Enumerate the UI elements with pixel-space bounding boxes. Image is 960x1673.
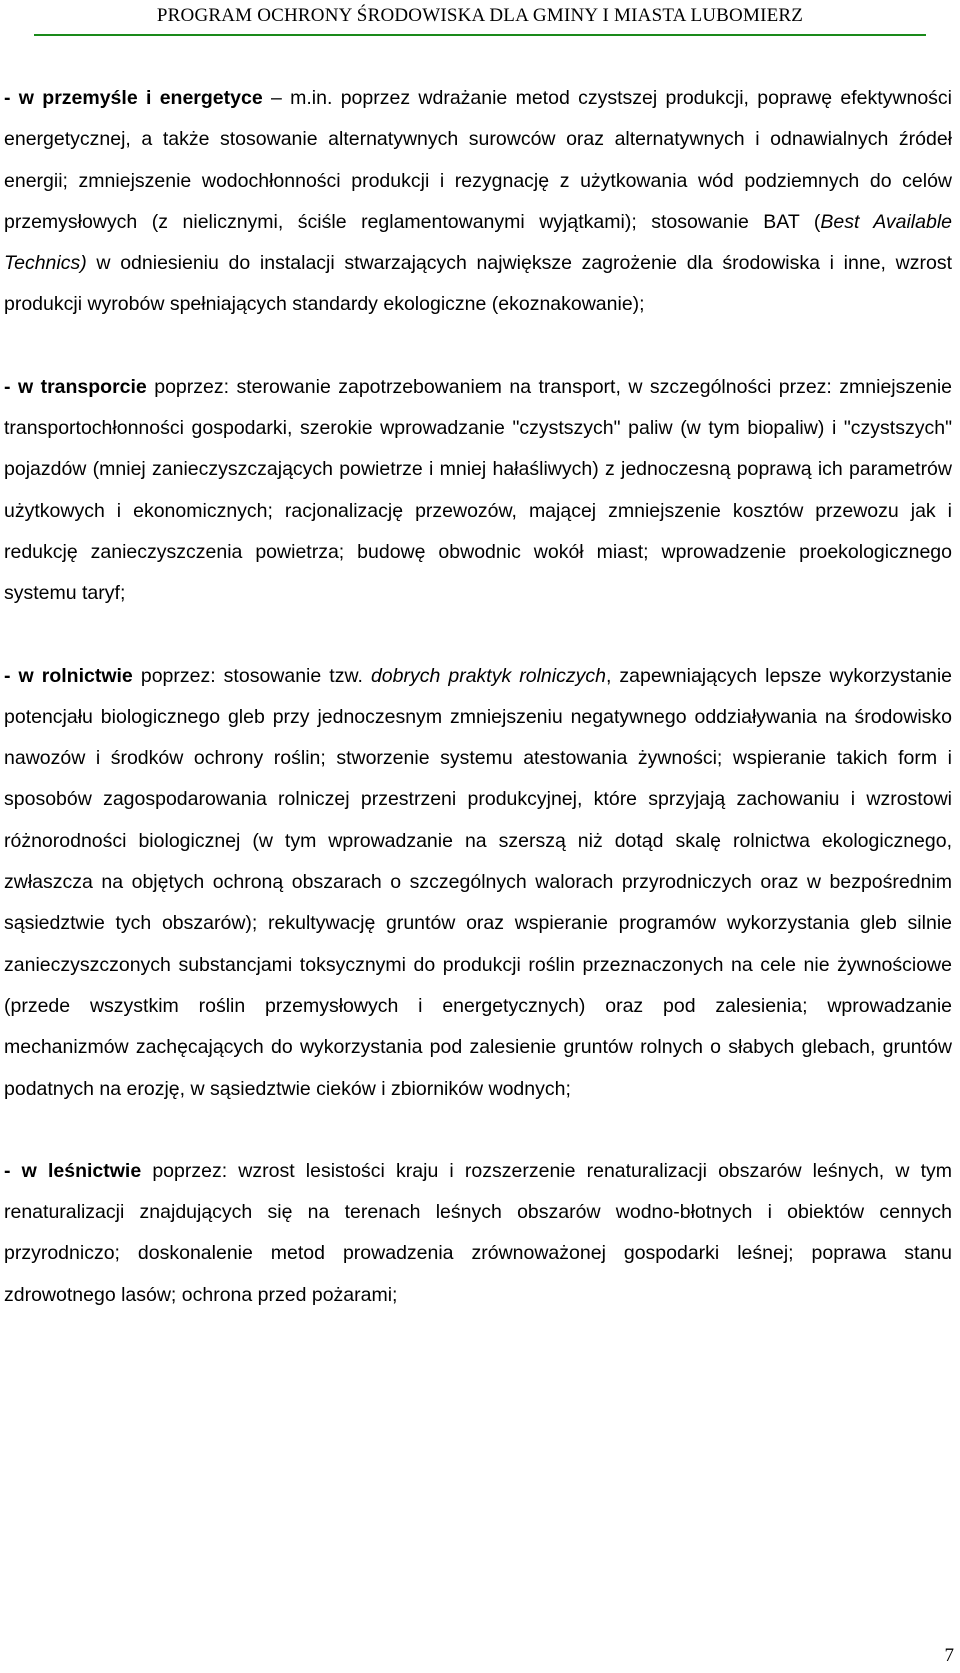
paragraph-italic: Best Available Technics) [4,210,952,275]
header-title: PROGRAM OCHRONY ŚRODOWISKA DLA GMINY I MIASTA LUBOMIERZ [156,5,804,26]
paragraph-lead: rolnictwie [41,664,133,687]
paragraph-text: poprzez: sterowanie zapotrzebowaniem na transport, w szczególności przez: zmniejszenie transportochłonności gospodarki, szerokie wprowadzanie "czystszych" paliw (w tym biopaliw) i "czystszych" pojazdów (mniej zanieczyszczających powietrze i mniej hałaśliwych) z jednoczesną poprawą ich parametrów użytkowych i ekonomicznych; racjonalizację przewozów, mającej zmniejszenie kosztów przewozu jak i redukcję zanieczyszczenia powietrza; budowę obwodnic wokół miast; wprowadzenie proekologicznego systemu taryf; [4,375,953,605]
paragraph-industry [4,78,952,326]
page-number: 7 [944,1645,954,1666]
paragraph-lead: transporcie [40,375,147,398]
paragraph-text: poprzez: stosowanie tzw. [132,664,371,687]
paragraph-lead: leśnictwie [47,1159,142,1182]
paragraph-text-continued: , zapewniających lepsze wykorzystanie potencjału biologicznego gleb przy jednoczesnym zmniejszeniu negatywnego oddziaływania na środowisko nawozów i środków ochrony roślin; stworzenie systemu atestowania żywności; wspieranie takich form i sposobów zagospodarowania rolniczej przestrzeni produkcyjnej, które sprzyjają zachowaniu i wzrostowi różnorodności biologicznej (w tym wprowadzanie na szerszą niż dotąd skalę rolnictwa ekologicznego, zwłaszcza na objętych ochroną obszarach o szczególnych walorach przyrodniczych oraz w bezpośrednim sąsiedztwie tych obszarów); rekultywację gruntów oraz wspieranie programów wykorzystania gleb silnie zanieczyszczonych substancjami toksycznymi do produkcji roślin przeznaczonych na cele nie żywnościowe (przede wszystkim roślin przemysłowych i energetycznych) oraz pod zalesienia; wprowadzanie mechanizmów zachęcających do wykorzystania pod zalesienie gruntów rolnych o słabych glebach, gruntów podatnych na erozję, w sąsiedztwie cieków i zbiorników wodnych; [4,664,952,1100]
paragraph-prefix: - w [4,1159,48,1182]
paragraph-text-continued: w odniesieniu do instalacji stwarzających największe zagrożenie dla środowiska i inne, wzrost produkcji wyrobów spełniających standardy ekologiczne (ekoznakowanie); [4,252,952,316]
page-header [0,0,960,38]
header-rule [34,34,926,36]
paragraph-agriculture [4,656,952,1110]
paragraph-text: – m.in. poprzez wdrażanie metod czystszej produkcji, poprawę efektywności energetycznej, a także stosowanie alternatywnych surowców oraz alternatywnych i odnawialnych źródeł energii; zmniejszenie wodochłonności produkcji i rezygnację z użytkowania wód podziemnych do celów przemysłowych (z nielicznymi, ściśle reglamentowanymi wyjątkami); stosowanie BAT ( [4,87,952,233]
paragraph-prefix: - w [4,664,42,687]
paragraph-transport [4,367,952,615]
paragraph-forestry [4,1151,952,1316]
paragraph-italic: dobrych praktyk rolniczych [370,664,606,687]
paragraph-text: poprzez: wzrost lesistości kraju i rozszerzenie renaturalizacji obszarów leśnych, w tym renaturalizacji znajdujących się na terenach leśnych obszarów wodno-błotnych i obiektów cennych przyrodniczo; doskonalenie metod prowadzenia zrównoważonej gospodarki leśnej; poprawa stanu zdrowotnego lasów; ochrona przed pożarami; [4,1159,952,1306]
paragraph-lead: - w przemyśle i energetyce [4,87,263,109]
paragraph-prefix: - w [4,375,41,398]
document-body [4,78,952,1357]
